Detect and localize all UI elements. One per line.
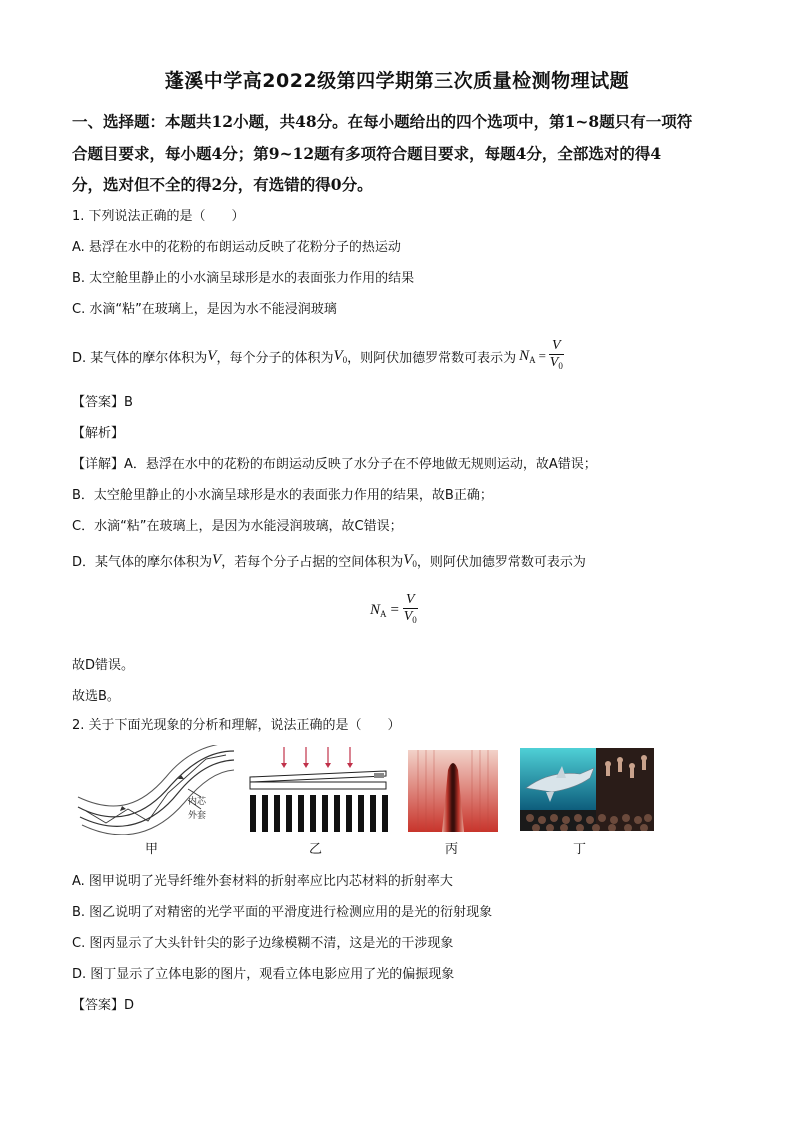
math-var-v0: $V_0$ bbox=[333, 347, 348, 365]
math-var-v0-2: $V_0$ bbox=[403, 552, 417, 569]
math-fraction-2: $\frac{V}{V_0}$ bbox=[403, 592, 417, 625]
q1-answer: 【答案】B bbox=[72, 395, 133, 410]
q1-option-d-text-3: ，则阿伏加德罗常数可表示为 bbox=[347, 350, 517, 366]
q1-option-b: B. 太空舱里静止的小水滴呈球形是水的表面张力作用的结果 bbox=[72, 271, 415, 286]
q1-analysis: 【解析】 bbox=[72, 426, 125, 441]
figure-label-jia: 甲 bbox=[145, 842, 159, 857]
q1-option-d-text-2: ，每个分子的体积为 bbox=[216, 350, 334, 366]
fig1-inner-label: 内芯 bbox=[188, 797, 207, 807]
q1-option-a: A. 悬浮在水中的花粉的布朗运动反映了花粉分子的热运动 bbox=[72, 240, 401, 255]
math-var-v-2: V bbox=[212, 552, 222, 568]
section-instructions-line1: 一、选择题：本题共12小题，共48分。在每小题给出的四个选项中，第1~8题只有一项符 bbox=[72, 112, 693, 131]
q1-choose: 故选B。 bbox=[72, 689, 120, 704]
fig1-outer-label: 外套 bbox=[188, 811, 207, 821]
figure-3d-movie bbox=[520, 748, 654, 831]
q1-detail-d-text-3: ，则阿伏加德罗常数可表示为 bbox=[416, 555, 586, 570]
figure-label-bing: 丙 bbox=[445, 842, 459, 857]
figure-label-ding: 丁 bbox=[573, 842, 587, 857]
q1-option-d-text-1: D. 某气体的摩尔体积为 bbox=[72, 350, 208, 366]
display-equation bbox=[370, 592, 418, 628]
q1-d-wrong: 故D错误。 bbox=[72, 658, 135, 673]
figure-thin-film-test bbox=[246, 745, 391, 833]
q1-detail-a: 【详解】A．悬浮在水中的花粉的布朗运动反映了水分子在不停地做无规则运动，故A错误； bbox=[72, 457, 597, 472]
q1-detail-c: C．水滴“粘”在玻璃上，是因为水能浸润玻璃，故C错误； bbox=[72, 519, 403, 534]
section-instructions-line2: 合题目要求，每小题4分；第9~12题有多项符合题目要求，每题4分，全部选对的得4 bbox=[72, 144, 662, 163]
page-title: 蓬溪中学高2022级第四学期第三次质量检测物理试题 bbox=[164, 70, 630, 92]
math-equals: = bbox=[538, 348, 547, 363]
q1-detail-d-text-1: D．某气体的摩尔体积为 bbox=[72, 555, 213, 570]
math-var-v: V bbox=[207, 347, 217, 364]
math-na: $N_A$ bbox=[519, 347, 536, 365]
q1-detail-b: B．太空舱里静止的小水滴呈球形是水的表面张力作用的结果，故B正确； bbox=[72, 488, 493, 503]
figure-pin-shadow bbox=[408, 750, 498, 832]
math-na-2: $N_A$ bbox=[370, 601, 387, 619]
q2-option-b: B. 图乙说明了对精密的光学平面的平滑度进行检测应用的是光的衍射现象 bbox=[72, 905, 493, 920]
math-fraction: $\frac{V}{V_0}$ bbox=[549, 338, 563, 371]
q2-option-c: C. 图丙显示了大头针针尖的影子边缘模糊不清，这是光的干涉现象 bbox=[72, 936, 454, 951]
q1-detail-d-text-2: ，若每个分子占据的空间体积为 bbox=[221, 555, 404, 570]
q2-stem: 2. 关于下面光现象的分析和理解，说法正确的是（ ） bbox=[72, 718, 401, 733]
math-equals-2: = bbox=[390, 601, 399, 618]
q2-option-a: A. 图甲说明了光导纤维外套材料的折射率应比内芯材料的折射率大 bbox=[72, 874, 453, 889]
figure-optical-fiber bbox=[76, 745, 236, 835]
q1-detail-d bbox=[72, 551, 586, 570]
q2-option-d: D. 图丁显示了立体电影的图片，观看立体电影应用了光的偏振现象 bbox=[72, 967, 455, 982]
figure-label-yi: 乙 bbox=[309, 842, 323, 857]
q1-option-c: C. 水滴“粘”在玻璃上，是因为水不能浸润玻璃 bbox=[72, 302, 337, 317]
q2-answer: 【答案】D bbox=[72, 998, 135, 1013]
q1-option-d bbox=[72, 338, 564, 374]
section-instructions-line3: 分，选对但不全的得2分，有选错的得0分。 bbox=[72, 175, 373, 194]
q1-stem: 1. 下列说法正确的是（ ） bbox=[72, 209, 245, 224]
